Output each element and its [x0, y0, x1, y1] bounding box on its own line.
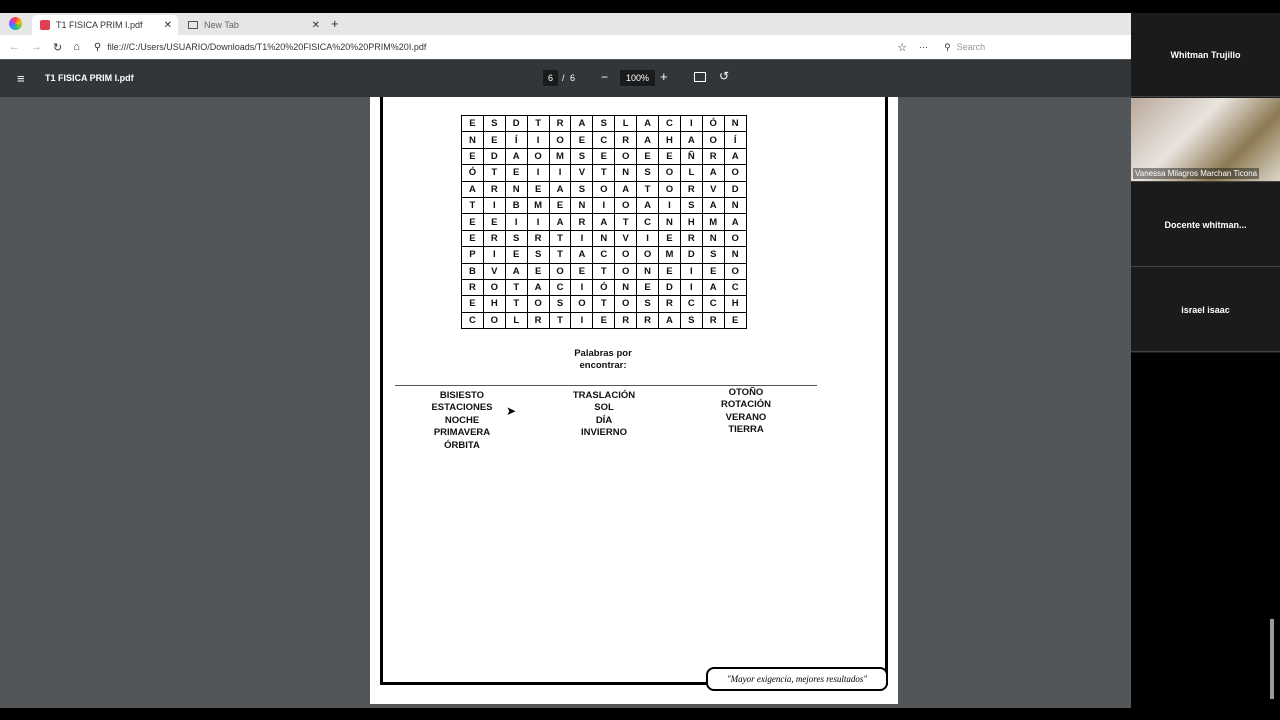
grid-cell: Ñ [680, 148, 702, 164]
grid-cell: O [527, 148, 549, 164]
grid-cell: T [483, 165, 505, 181]
grid-cell: C [724, 279, 746, 295]
grid-cell: A [724, 148, 746, 164]
grid-cell: T [593, 263, 615, 279]
grid-cell: I [680, 263, 702, 279]
grid-cell: R [571, 214, 593, 230]
grid-cell: P [462, 247, 484, 263]
grid-cell: N [615, 165, 637, 181]
search-icon: ⚲ [93, 41, 102, 53]
grid-cell: A [680, 132, 702, 148]
grid-cell: A [505, 263, 527, 279]
grid-cell: Í [724, 132, 746, 148]
grid-cell: N [659, 214, 681, 230]
participant-name: israel isaac [1181, 304, 1230, 315]
grid-row [462, 279, 747, 295]
grid-cell: D [505, 116, 527, 132]
grid-cell: O [483, 312, 505, 328]
grid-cell: T [549, 312, 571, 328]
participant-name: Whitman Trujillo [1170, 49, 1241, 60]
grid-cell: A [549, 214, 571, 230]
grid-cell: O [659, 181, 681, 197]
grid-cell: O [549, 263, 571, 279]
participant-name: Vanessa Milagros Marchan Ticona [1135, 169, 1258, 178]
grid-cell: O [615, 296, 637, 312]
mouse-cursor-icon: ➤ [506, 404, 517, 418]
grid-cell: C [593, 247, 615, 263]
tab-label: T1 FISICA PRIM I.pdf [56, 20, 143, 30]
grid-cell: H [659, 132, 681, 148]
grid-row [462, 181, 747, 197]
grid-cell: O [483, 279, 505, 295]
grid-cell: V [615, 230, 637, 246]
word-search-grid [461, 115, 747, 329]
grid-cell: N [724, 197, 746, 213]
grid-cell: R [680, 230, 702, 246]
new-tab-button[interactable]: + [331, 16, 339, 31]
grid-row [462, 296, 747, 312]
grid-cell: A [571, 116, 593, 132]
grid-cell: E [724, 312, 746, 328]
grid-cell: T [527, 116, 549, 132]
grid-cell: R [549, 116, 571, 132]
grid-cell: E [462, 214, 484, 230]
grid-cell: A [637, 116, 659, 132]
words-title: Palabras por encontrar: [574, 348, 632, 371]
grid-cell: S [637, 165, 659, 181]
word-item: VERANO [725, 411, 767, 423]
grid-cell: V [483, 263, 505, 279]
grid-cell: N [724, 116, 746, 132]
grid-cell: R [637, 312, 659, 328]
grid-cell: Ó [702, 116, 724, 132]
grid-cell: R [483, 230, 505, 246]
grid-cell: E [593, 312, 615, 328]
grid-cell: A [549, 181, 571, 197]
pdf-title: T1 FISICA PRIM I.pdf [45, 73, 134, 83]
grid-cell: S [593, 116, 615, 132]
grid-cell: O [593, 181, 615, 197]
grid-cell: V [702, 181, 724, 197]
rotate-icon[interactable]: ↺ [719, 69, 730, 83]
word-item: NOCHE [444, 414, 480, 426]
grid-cell: R [615, 312, 637, 328]
grid-cell: E [659, 263, 681, 279]
grid-cell: E [702, 263, 724, 279]
word-item: DÍA [595, 414, 613, 426]
word-item: BISIESTO [439, 390, 485, 401]
grid-cell: E [571, 263, 593, 279]
participant-name: Docente whitman... [1164, 219, 1247, 230]
word-item: ESTACIONES [431, 402, 493, 414]
grid-cell: C [549, 279, 571, 295]
grid-cell: I [680, 116, 702, 132]
address-input[interactable]: file:///C:/Users/USUARIO/Downloads/T1%20%20FISICA%20%20PRIM%20I.pdf [107, 42, 427, 52]
grid-cell: V [571, 165, 593, 181]
grid-cell: T [549, 230, 571, 246]
motto-banner: "Mayor exigencia, mejores resultados" [706, 667, 888, 691]
tab-label: New Tab [204, 20, 239, 30]
grid-cell: H [483, 296, 505, 312]
grid-cell: Ó [462, 165, 484, 181]
word-item: INVIERNO [581, 427, 627, 439]
grid-cell: O [527, 296, 549, 312]
grid-cell: E [462, 230, 484, 246]
grid-cell: M [659, 247, 681, 263]
fit-page-icon[interactable] [694, 72, 706, 82]
grid-cell: A [505, 148, 527, 164]
grid-cell: R [462, 279, 484, 295]
grid-row [462, 263, 747, 279]
grid-cell: N [702, 230, 724, 246]
grid-cell: B [462, 263, 484, 279]
grid-cell: S [702, 247, 724, 263]
word-column-1 [412, 390, 512, 452]
grid-cell: L [615, 116, 637, 132]
grid-cell: T [593, 165, 615, 181]
grid-cell: A [724, 214, 746, 230]
word-item: PRIMAVERA [433, 427, 491, 439]
grid-cell: D [724, 181, 746, 197]
browser-logo-icon [9, 17, 22, 30]
grid-row [462, 132, 747, 148]
grid-cell: C [462, 312, 484, 328]
word-item: ÓRBITA [444, 439, 480, 451]
grid-cell: R [702, 148, 724, 164]
grid-cell: I [637, 230, 659, 246]
grid-cell: N [571, 197, 593, 213]
pdf-page [370, 97, 898, 704]
grid-cell: O [637, 247, 659, 263]
grid-cell: S [680, 197, 702, 213]
grid-cell: A [637, 197, 659, 213]
participant-tile[interactable] [1131, 13, 1280, 97]
grid-cell: I [483, 197, 505, 213]
close-tab-icon[interactable]: ✕ [311, 19, 320, 31]
grid-cell: E [505, 165, 527, 181]
grid-cell: O [724, 263, 746, 279]
grid-cell: A [702, 197, 724, 213]
grid-cell: O [702, 132, 724, 148]
word-item: ROTACIÓN [721, 399, 771, 411]
grid-cell: L [680, 165, 702, 181]
pdf-icon [40, 20, 50, 30]
more-menu-icon[interactable]: ··· [919, 42, 929, 52]
grid-cell: A [637, 132, 659, 148]
zoom-in-icon[interactable]: + [660, 69, 668, 84]
grid-cell: R [680, 181, 702, 197]
grid-cell: N [593, 230, 615, 246]
browser-window [0, 13, 1131, 708]
grid-row [462, 230, 747, 246]
grid-cell: S [527, 247, 549, 263]
grid-cell: E [659, 148, 681, 164]
grid-cell: O [615, 247, 637, 263]
page-total: 6 [570, 73, 576, 83]
participant-video-tile[interactable] [1131, 98, 1280, 182]
grid-cell: C [680, 296, 702, 312]
grid-cell: S [637, 296, 659, 312]
grid-cell: I [571, 279, 593, 295]
close-tab-icon[interactable]: ✕ [163, 19, 172, 31]
word-item: SOL [594, 402, 614, 414]
grid-cell: R [527, 312, 549, 328]
favorite-star-icon[interactable]: ☆ [897, 41, 908, 54]
grid-cell: O [571, 296, 593, 312]
grid-cell: S [549, 296, 571, 312]
grid-cell: A [615, 181, 637, 197]
grid-cell: N [615, 279, 637, 295]
participants-panel [1131, 13, 1280, 353]
grid-cell: D [483, 148, 505, 164]
grid-cell: I [505, 214, 527, 230]
back-icon[interactable]: ← [9, 41, 20, 53]
grid-cell: A [659, 312, 681, 328]
search-input[interactable]: Search [956, 42, 986, 52]
grid-cell: A [571, 247, 593, 263]
grid-cell: O [549, 132, 571, 148]
grid-cell: I [571, 312, 593, 328]
zoom-input[interactable]: 100% [620, 70, 655, 86]
grid-cell: S [571, 148, 593, 164]
tab-pdf[interactable] [32, 15, 178, 35]
grid-cell: E [483, 132, 505, 148]
reload-icon[interactable]: ↻ [53, 41, 63, 54]
grid-cell: A [702, 165, 724, 181]
search-icon: ⚲ [944, 41, 951, 52]
grid-cell: E [505, 247, 527, 263]
grid-cell: E [462, 116, 484, 132]
grid-row [462, 148, 747, 164]
grid-cell: I [680, 279, 702, 295]
grid-row [462, 197, 747, 213]
grid-cell: T [505, 279, 527, 295]
grid-cell: E [593, 148, 615, 164]
grid-cell: O [615, 263, 637, 279]
grid-cell: N [724, 247, 746, 263]
grid-cell: N [462, 132, 484, 148]
grid-cell: E [527, 181, 549, 197]
grid-cell: T [615, 214, 637, 230]
grid-cell: T [593, 296, 615, 312]
grid-cell: T [549, 247, 571, 263]
grid-cell: N [637, 263, 659, 279]
pdf-toolbar [0, 60, 1131, 97]
tab-bar [0, 13, 1131, 35]
grid-cell: L [505, 312, 527, 328]
menu-icon[interactable]: ≡ [17, 71, 25, 86]
tab-new-tab[interactable] [180, 15, 326, 35]
grid-cell: R [615, 132, 637, 148]
grid-cell: R [659, 296, 681, 312]
page-number-input[interactable]: 6 [543, 70, 558, 86]
grid-cell: S [483, 116, 505, 132]
grid-cell: R [527, 230, 549, 246]
grid-row [462, 312, 747, 328]
grid-row [462, 214, 747, 230]
forward-icon[interactable]: → [31, 41, 42, 53]
grid-cell: C [637, 214, 659, 230]
grid-cell: Ó [593, 279, 615, 295]
grid-cell: M [702, 214, 724, 230]
grid-cell: I [483, 247, 505, 263]
grid-cell: I [527, 214, 549, 230]
grid-cell: E [637, 279, 659, 295]
grid-cell: Í [505, 132, 527, 148]
grid-row [462, 116, 747, 132]
participant-tile[interactable] [1131, 268, 1280, 352]
page-icon [188, 21, 198, 29]
grid-cell: M [527, 197, 549, 213]
grid-cell: E [659, 230, 681, 246]
grid-cell: H [724, 296, 746, 312]
grid-cell: I [549, 165, 571, 181]
grid-cell: H [680, 214, 702, 230]
grid-cell: R [483, 181, 505, 197]
grid-cell: B [505, 197, 527, 213]
grid-cell: T [505, 296, 527, 312]
grid-cell: O [659, 165, 681, 181]
grid-cell: O [615, 197, 637, 213]
grid-row [462, 247, 747, 263]
grid-cell: E [549, 197, 571, 213]
grid-cell: A [593, 214, 615, 230]
grid-row [462, 165, 747, 181]
grid-cell: A [527, 279, 549, 295]
participant-tile[interactable] [1131, 183, 1280, 267]
grid-cell: C [702, 296, 724, 312]
grid-cell: T [462, 197, 484, 213]
grid-cell: S [571, 181, 593, 197]
zoom-out-icon[interactable]: − [601, 70, 609, 84]
home-icon[interactable]: ⌂ [73, 41, 80, 53]
grid-cell: D [659, 279, 681, 295]
grid-cell: O [724, 230, 746, 246]
divider [395, 385, 817, 386]
word-item: TRASLACIÓN [572, 390, 636, 401]
grid-cell: I [593, 197, 615, 213]
grid-cell: I [527, 165, 549, 181]
grid-cell: S [505, 230, 527, 246]
word-column-2 [554, 390, 654, 440]
page-separator: / [562, 73, 565, 83]
word-item: OTOÑO [728, 387, 764, 398]
grid-cell: C [659, 116, 681, 132]
grid-cell: A [462, 181, 484, 197]
grid-cell: E [527, 263, 549, 279]
grid-cell: M [549, 148, 571, 164]
grid-cell: S [680, 312, 702, 328]
grid-cell: E [483, 214, 505, 230]
word-column-3 [696, 387, 796, 437]
grid-cell: R [702, 312, 724, 328]
grid-cell: E [571, 132, 593, 148]
word-item: TIERRA [728, 424, 764, 436]
grid-cell: I [527, 132, 549, 148]
grid-cell: E [462, 148, 484, 164]
address-bar-row [0, 35, 1131, 59]
grid-cell: I [659, 197, 681, 213]
grid-cell: A [702, 279, 724, 295]
grid-cell: C [593, 132, 615, 148]
grid-cell: N [505, 181, 527, 197]
grid-cell: O [724, 165, 746, 181]
grid-cell: E [462, 296, 484, 312]
scrollbar[interactable] [1270, 619, 1274, 699]
grid-cell: E [637, 148, 659, 164]
grid-cell: O [615, 148, 637, 164]
grid-cell: T [637, 181, 659, 197]
grid-cell: I [571, 230, 593, 246]
grid-cell: D [680, 247, 702, 263]
